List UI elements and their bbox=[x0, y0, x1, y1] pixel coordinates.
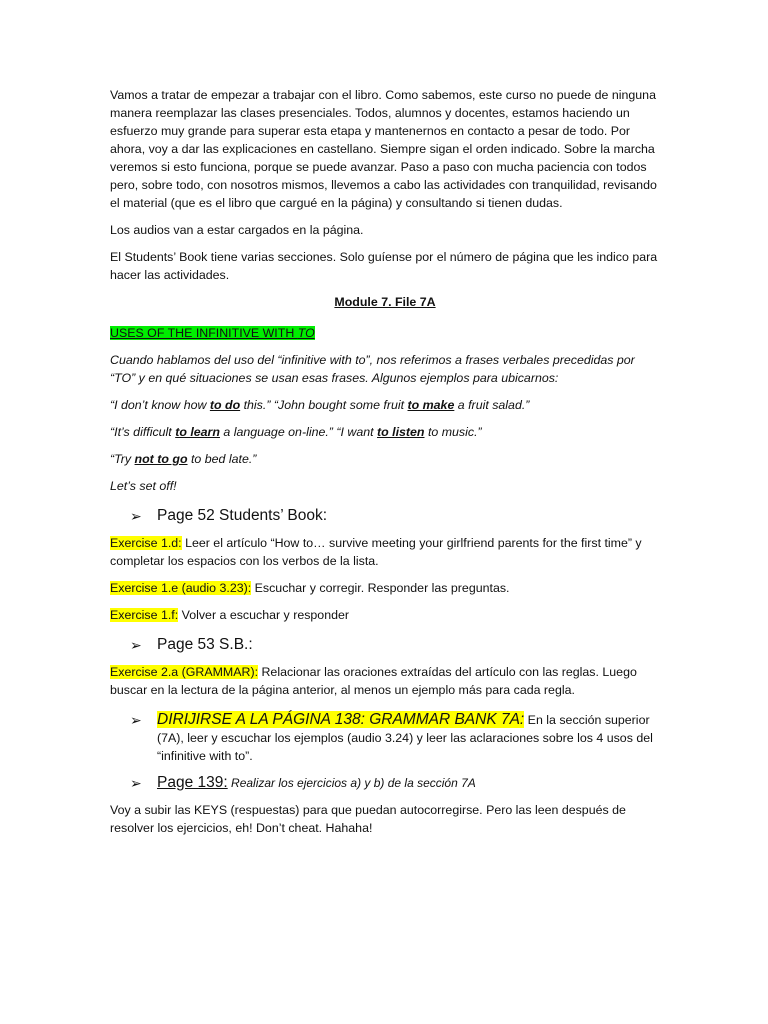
exercise-label: Exercise 1.d: bbox=[110, 536, 182, 550]
exercise-label: Exercise 1.f: bbox=[110, 608, 179, 622]
set-off-line: Let’s set off! bbox=[110, 479, 177, 493]
exercise-1e bbox=[110, 579, 660, 597]
example-infinitive: to make bbox=[407, 398, 455, 412]
example-infinitive: to do bbox=[209, 398, 241, 412]
page139-item bbox=[110, 774, 660, 792]
page53-heading bbox=[110, 636, 660, 654]
arrow-bullet-icon: ➢ bbox=[130, 508, 142, 524]
example-infinitive: not to go bbox=[134, 452, 188, 466]
intro-paragraph-1: Vamos a tratar de empezar a trabajar con el libro. Como sabemos, este curso no puede de ninguna manera reemplazar las clases presenciales. Todos, alumnos y docentes, estamos haciendo un esfuerzo muy grande para superar esta etapa y mantenernos en contacto a pesar de todo. Por ahora, voy a dar las explicaciones en castellano. Siempre sigan el orden indicado. Sobre la marcha veremos si esto funciona, porque se puede avanzar. Paso a paso con mucha paciencia con todos pero, sobre todo, con nosotros mismos, llevemos a cabo las actividades con tranquilidad, revisando el material (que es el libro que cargué en la página) y consultando si tienen dudas. bbox=[110, 88, 657, 210]
module-title: Module 7. File 7A bbox=[334, 295, 436, 309]
example-text: “Try bbox=[110, 452, 135, 466]
example-infinitive: to listen bbox=[377, 425, 425, 439]
exercise-text: Relacionar las oraciones extraídas del artículo con las reglas. Luego buscar en la lectura de la página anterior, al menos un ejemplo más para cada regla. bbox=[110, 665, 637, 697]
exercise-1d bbox=[110, 534, 660, 570]
exercise-1f bbox=[110, 606, 660, 624]
exercise-text: Leer el artículo “How to… survive meeting your girlfriend parents for the first time” y completar los espacios con los verbos de la lista. bbox=[110, 536, 642, 568]
example-text: a fruit salad.” bbox=[454, 398, 530, 412]
example-text: to bed late.” bbox=[187, 452, 257, 466]
arrow-bullet-icon: ➢ bbox=[130, 712, 142, 728]
page53-heading-text: Page 53 S.B.: bbox=[157, 636, 253, 653]
uses-heading-to: TO bbox=[297, 326, 315, 340]
closing-paragraph: Voy a subir las KEYS (respuestas) para que puedan autocorregirse. Pero las leen después de resolver los ejercicios, eh! Don’t cheat. Hahaha! bbox=[110, 803, 626, 835]
uses-explanation: Cuando hablamos del uso del “infinitive with to”, nos referimos a frases verbales precedidas por “TO” y en qué situaciones se usan esas frases. Algunos ejemplos para ubicarnos: bbox=[110, 353, 635, 385]
example-text: “I don’t know how bbox=[110, 398, 210, 412]
exercise-2a bbox=[110, 663, 660, 699]
example-text: a language on-line.” “I want bbox=[219, 425, 377, 439]
uses-heading bbox=[110, 324, 660, 342]
grammar-bank-text: En la sección superior (7A), leer y escuchar los ejemplos (audio 3.24) y leer las aclaraciones sobre los 4 usos del “infinitive with to”. bbox=[157, 713, 653, 763]
exercise-label: Exercise 2.a (GRAMMAR): bbox=[110, 665, 259, 679]
page52-heading bbox=[110, 507, 660, 525]
intro-paragraph-2: Los audios van a estar cargados en la página. bbox=[110, 223, 364, 237]
document-body bbox=[110, 86, 660, 846]
page52-heading-text: Page 52 Students’ Book: bbox=[157, 507, 328, 524]
example-text: this.” “John bought some fruit bbox=[240, 398, 408, 412]
example-text: “It’s difficult bbox=[110, 425, 176, 439]
example-line-2 bbox=[110, 423, 660, 441]
example-line-1 bbox=[110, 396, 660, 414]
example-text: to music.” bbox=[424, 425, 482, 439]
example-infinitive: to learn bbox=[175, 425, 220, 439]
example-line-3 bbox=[110, 450, 660, 468]
exercise-label: Exercise 1.e (audio 3.23): bbox=[110, 581, 252, 595]
exercise-text: Volver a escuchar y responder bbox=[178, 608, 349, 622]
exercise-text: Escuchar y corregir. Responder las preguntas. bbox=[251, 581, 510, 595]
grammar-bank-item bbox=[110, 711, 660, 765]
arrow-bullet-icon: ➢ bbox=[130, 637, 142, 653]
page139-label: Page 139: bbox=[157, 774, 228, 791]
intro-paragraph-3: El Students’ Book tiene varias secciones. Solo guíense por el número de página que les indico para hacer las actividades. bbox=[110, 250, 658, 282]
arrow-bullet-icon: ➢ bbox=[130, 775, 142, 791]
page139-text: Realizar los ejercicios a) y b) de la sección 7A bbox=[227, 776, 476, 790]
grammar-bank-label: DIRIJIRSE A LA PÁGINA 138: GRAMMAR BANK 7A: bbox=[157, 711, 525, 728]
uses-heading-label: USES OF THE INFINITIVE WITH bbox=[110, 326, 298, 340]
